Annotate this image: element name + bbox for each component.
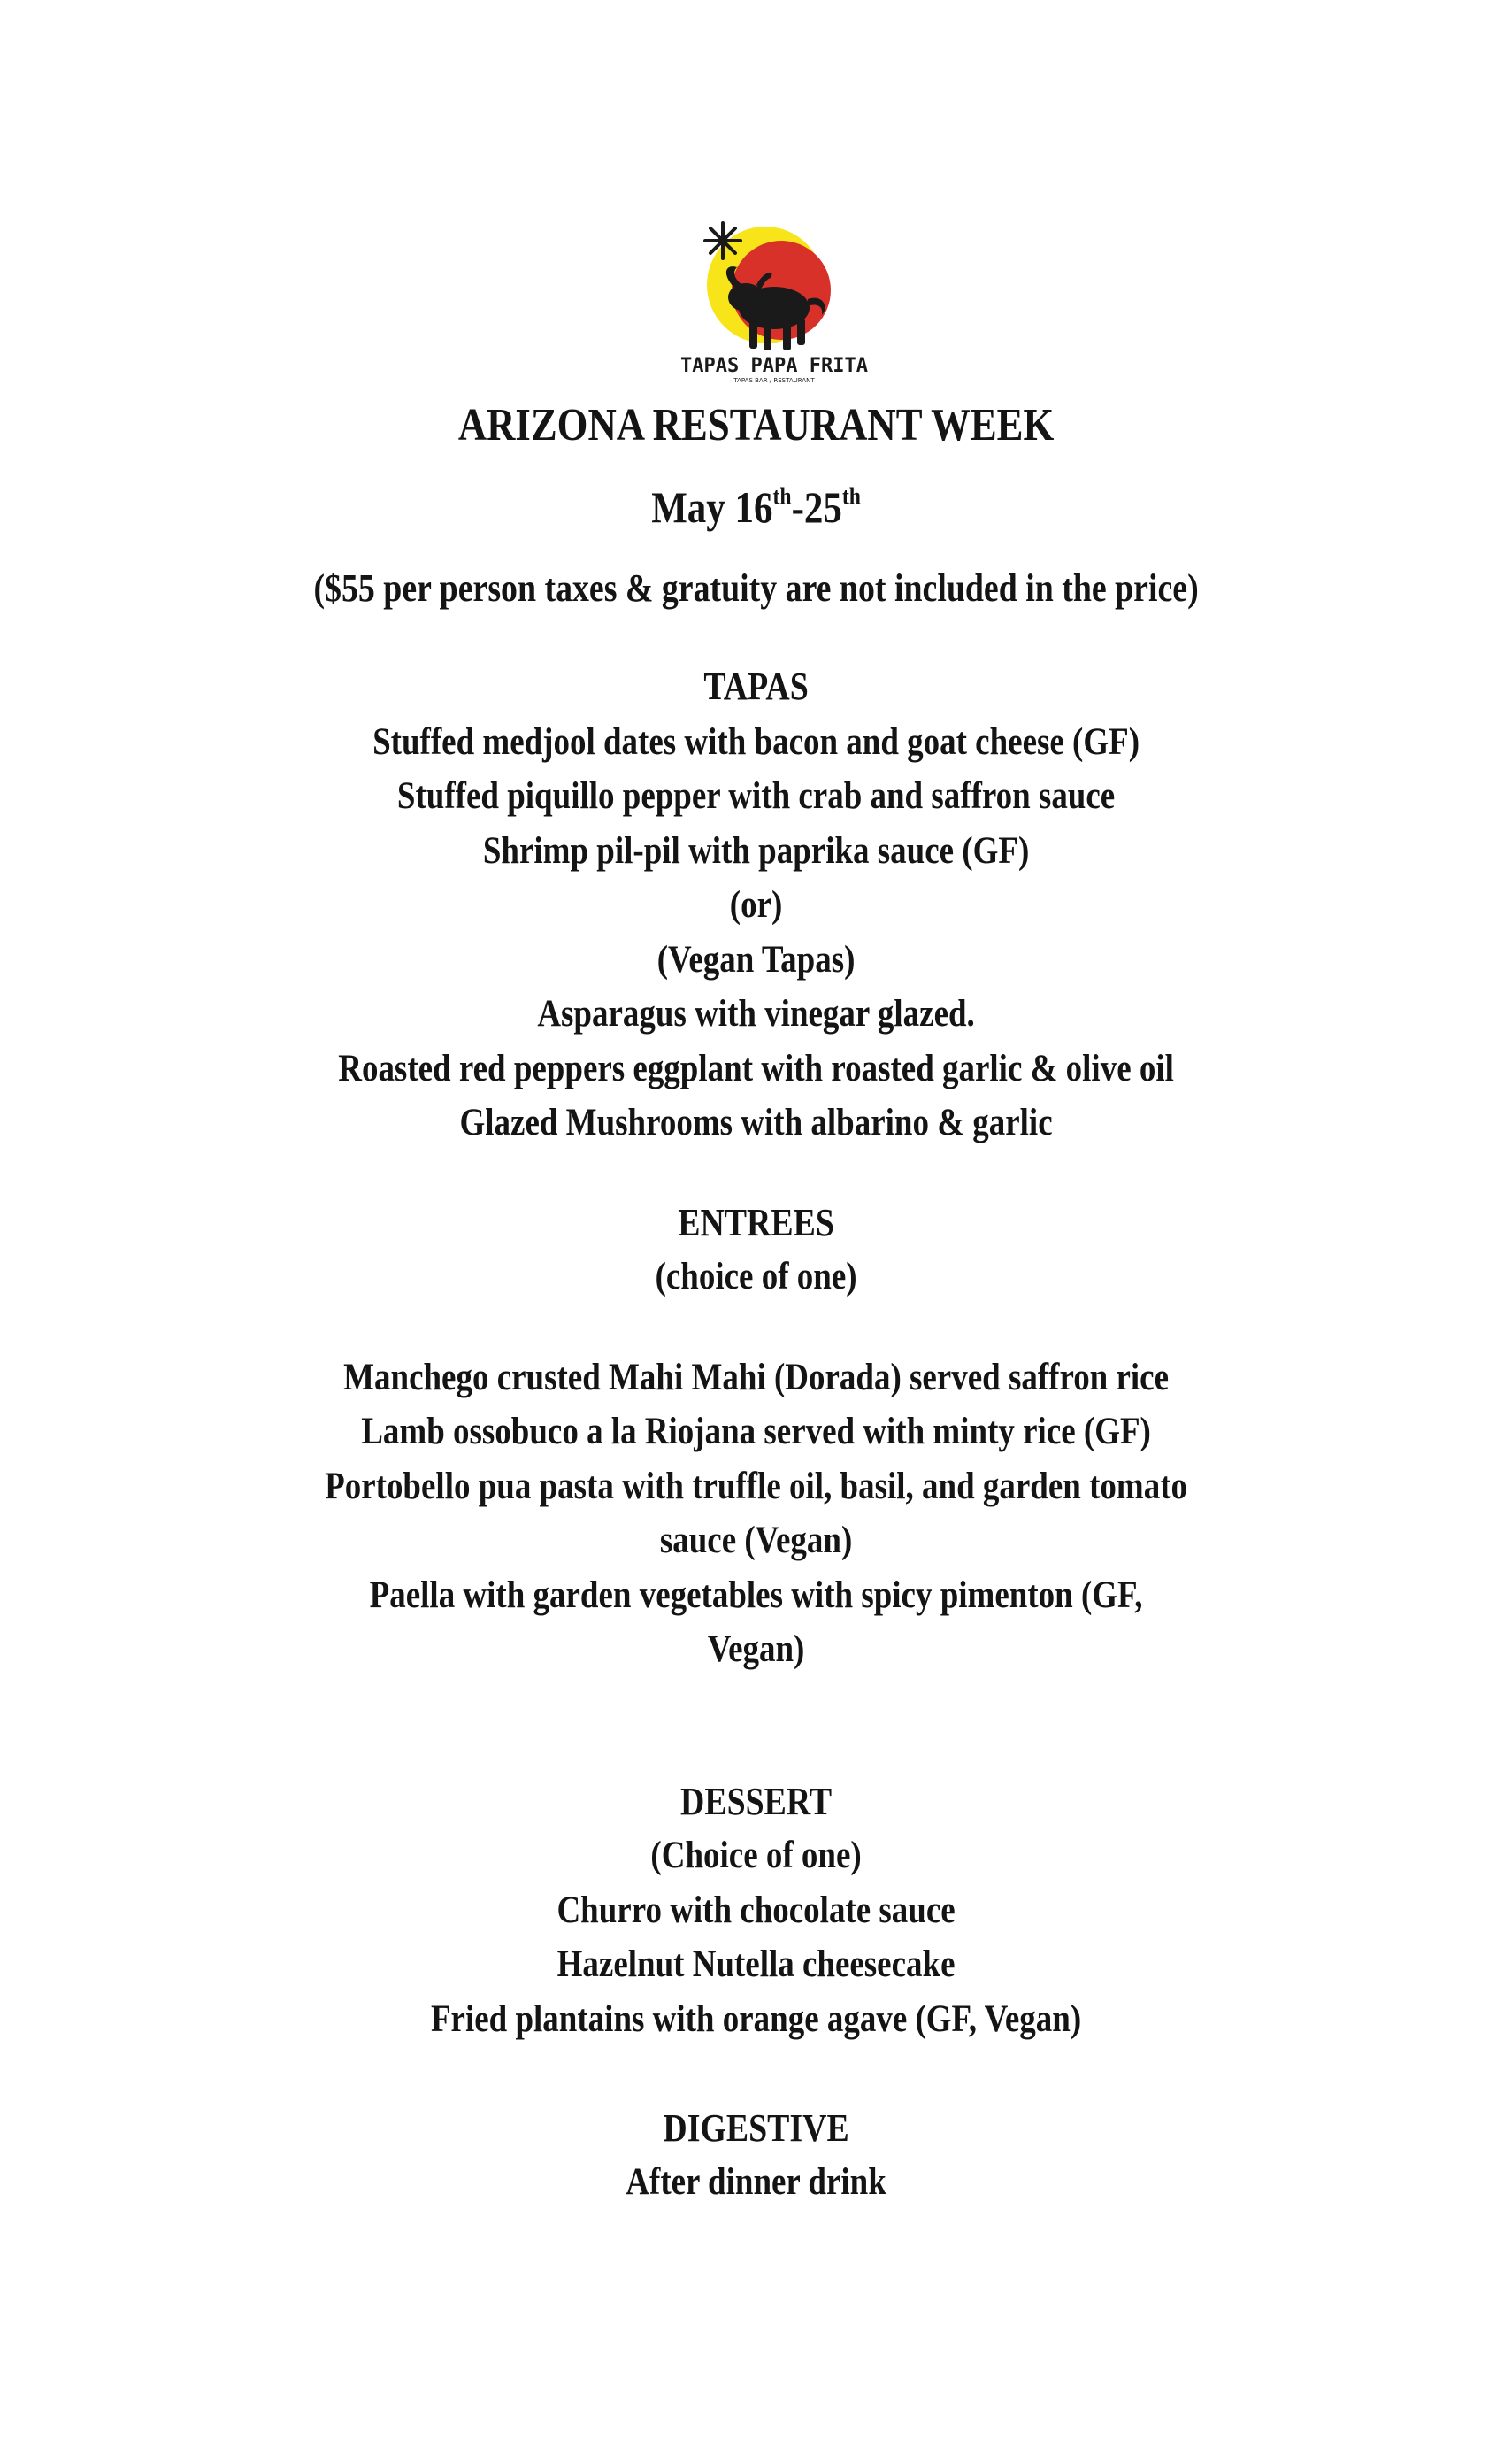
dessert-item: Hazelnut Nutella cheesecake <box>556 1943 956 1985</box>
logo-name: TAPAS PAPA FRITA <box>680 355 868 377</box>
dessert-item: Churro with chocolate sauce <box>556 1890 956 1931</box>
entree-line: Paella with garden vegetables with spicy pimenton (GF, <box>369 1574 1143 1616</box>
logo-subtitle: TAPAS BAR / RESTAURANT <box>733 377 815 384</box>
dessert-heading: DESSERT <box>680 1780 833 1823</box>
entree-line: Vegan) <box>707 1628 805 1670</box>
entree-line: sauce (Vegan) <box>659 1520 853 1561</box>
vegan-tapas-item: Glazed Mushrooms with albarino & garlic <box>459 1102 1053 1143</box>
price-note: ($55 per person taxes & gratuity are not included in the price) <box>313 566 1199 610</box>
vegan-tapas-item: Roasted red peppers eggplant with roasted garlic & olive oil <box>338 1048 1174 1089</box>
tapas-or: (or) <box>729 884 783 926</box>
star-icon <box>705 223 741 258</box>
digestive-heading: DIGESTIVE <box>663 2106 849 2150</box>
entree-line: Portobello pua pasta with truffle oil, basil, and garden tomato <box>325 1466 1188 1507</box>
page-title: ARIZONA RESTAURANT WEEK <box>457 400 1055 450</box>
entrees-subheading: (choice of one) <box>655 1256 857 1297</box>
entree-line: Manchego crusted Mahi Mahi (Dorada) served saffron rice <box>343 1357 1170 1398</box>
tapas-heading: TAPAS <box>703 665 809 708</box>
dessert-item: Fried plantains with orange agave (GF, Vegan) <box>430 1998 1082 2040</box>
vegan-tapas-item: Asparagus with vinegar glazed. <box>537 993 975 1035</box>
vegan-tapas-heading: (Vegan Tapas) <box>656 939 856 981</box>
dessert-subheading: (Choice of one) <box>650 1835 862 1876</box>
tapas-item: Shrimp pil-pil with paprika sauce (GF) <box>482 830 1030 872</box>
tapas-item: Stuffed piquillo pepper with crab and saffron sauce <box>396 775 1116 817</box>
entrees-heading: ENTREES <box>678 1201 834 1244</box>
event-dates: May 16th-25th <box>651 481 861 532</box>
restaurant-logo <box>659 221 880 385</box>
digestive-item: After dinner drink <box>626 2161 886 2203</box>
entree-line: Lamb ossobuco a la Riojana served with minty rice (GF) <box>361 1411 1151 1452</box>
tapas-item: Stuffed medjool dates with bacon and goat cheese (GF) <box>372 721 1140 763</box>
